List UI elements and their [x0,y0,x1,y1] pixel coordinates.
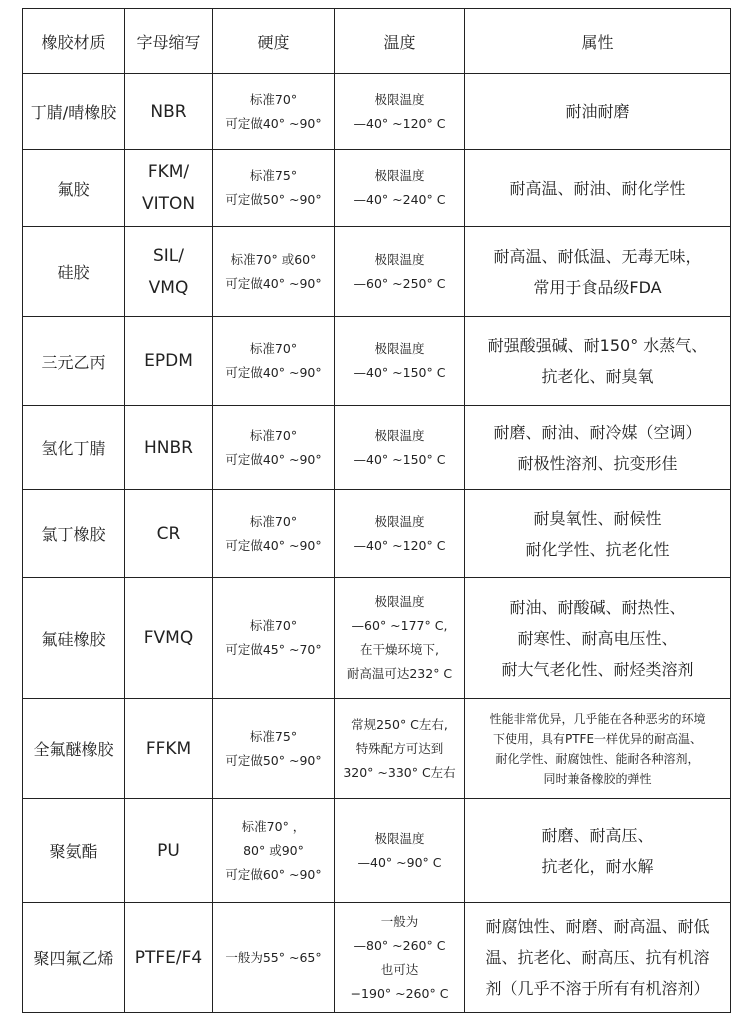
temperature-cell [335,699,465,799]
temperature-cell-line: 极限温度 [374,91,425,107]
properties-cell-line: 性能非常优异，几乎能在各种恶劣的环境 [489,711,706,726]
abbreviation-cell-line: FKM/ [147,162,190,182]
properties-cell-line: 耐臭氧性、耐候性 [533,508,662,528]
temperature-cell-line: 也可达 [380,961,419,977]
hardness-cell-line: 可定做50° ~90° [225,752,322,768]
header-material: 橡胶材质 [23,9,125,74]
properties-cell [465,150,731,227]
abbreviation-cell-line: HNBR [144,437,193,458]
header-temperature: 温度 [335,9,465,74]
properties-cell-line: 耐强酸强碱、耐150° 水蒸气、 [487,336,708,355]
hardness-cell-line: 标准70° [249,618,298,633]
material-name-cell: 氢化丁腈 [23,406,125,490]
header-row [23,9,731,74]
table-row [23,903,731,1013]
abbreviation-cell [125,227,213,317]
hardness-cell-line: 可定做40° ~90° [225,365,322,380]
properties-cell-line: 耐油、耐酸碱、耐热性、 [509,597,686,617]
temperature-cell [335,490,465,578]
abbreviation-cell [125,150,213,227]
properties-cell-line: 耐化学性、抗老化性 [525,539,670,559]
hardness-cell [213,317,335,406]
header-hardness: 硬度 [213,9,335,74]
table-row [23,699,731,799]
temperature-cell-line: —40° ~150° C [353,365,446,380]
properties-cell-line: 同时兼备橡胶的弹性 [543,771,652,786]
properties-cell-line: 常用于食品级FDA [533,277,662,297]
temperature-cell-line: —40° ~240° C [353,192,446,207]
properties-cell [465,578,731,699]
table-row [23,799,731,903]
temperature-cell [335,150,465,227]
temperature-cell-line: 一般为 [380,913,419,929]
table-row [23,150,731,227]
hardness-cell [213,74,335,150]
properties-cell-line: 耐油耐磨 [565,102,630,121]
properties-cell [465,699,731,799]
abbreviation-cell [125,490,213,578]
temperature-cell [335,406,465,490]
header-properties: 属性 [465,9,731,74]
temperature-cell-line: 极限温度 [374,594,425,609]
abbreviation-cell-line: FVMQ [143,628,194,648]
hardness-cell-line: 标准75° [249,168,298,183]
hardness-cell [213,799,335,903]
hardness-cell [213,578,335,699]
table-row [23,406,731,490]
hardness-cell-line: 标准70° [249,91,298,107]
temperature-cell [335,799,465,903]
temperature-cell-line: —60° ~177° C, [351,618,448,633]
abbreviation-cell [125,578,213,699]
hardness-cell-line: 标准70° 或60° [230,251,317,267]
hardness-cell-line: 可定做40° ~90° [225,275,322,291]
properties-cell [465,74,731,150]
abbreviation-cell-line: NBR [150,101,187,122]
abbreviation-cell-line: SIL/ [152,245,184,266]
rubber-materials-table [22,8,731,1013]
hardness-cell [213,406,335,490]
properties-cell-line: 抗老化、耐臭氧 [541,367,654,386]
temperature-cell-line: 常规250° C左右, [351,716,448,732]
hardness-cell-line: 可定做50° ~90° [225,192,322,207]
abbreviation-cell-line: PU [157,840,180,861]
hardness-cell [213,699,335,799]
hardness-cell-line: 80° 或90° [243,842,304,858]
hardness-cell [213,903,335,1013]
properties-cell-line: 耐大气老化性、耐烃类溶剂 [501,659,694,679]
temperature-cell-line: 极限温度 [374,168,425,183]
properties-cell [465,490,731,578]
properties-cell-line: 耐腐蚀性、耐磨、耐高温、耐低 [485,917,710,936]
temperature-cell-line: —60° ~250° C [353,275,446,291]
temperature-cell-line: —40° ~120° C [353,115,446,131]
temperature-cell-line: —40° ~120° C [353,537,446,553]
temperature-cell-line: —40° ~150° C [353,451,446,467]
hardness-cell [213,227,335,317]
hardness-cell-line: 标准70° [249,513,298,529]
temperature-cell-line: —40° ~90° C [357,854,442,870]
hardness-cell-line: 标准70° [249,341,298,356]
properties-cell-line: 耐化学性、耐腐蚀性、能耐各种溶剂， [495,751,700,766]
temperature-cell [335,317,465,406]
temperature-cell-line: —80° ~260° C [353,937,446,953]
material-name-cell: 聚四氟乙烯 [23,903,125,1013]
properties-cell-line: 抗老化，耐水解 [541,856,654,876]
hardness-cell-line: 可定做40° ~90° [225,451,322,467]
table-row [23,490,731,578]
properties-cell-line: 温、抗老化、耐高压、抗有机溶 [485,948,710,967]
hardness-cell-line: 可定做40° ~90° [225,115,322,131]
abbreviation-cell [125,406,213,490]
properties-cell-line: 耐磨、耐高压、 [541,825,654,845]
material-name-cell: 三元乙丙 [23,317,125,406]
table-row [23,227,731,317]
abbreviation-cell [125,699,213,799]
material-name-cell: 氟胶 [23,150,125,227]
properties-cell-line: 下使用，具有PTFE一样优异的耐高温、 [492,731,703,746]
abbreviation-cell-line: PTFE/F4 [134,947,203,968]
material-name-cell: 氯丁橡胶 [23,490,125,578]
header-abbreviation: 字母缩写 [125,9,213,74]
temperature-cell [335,227,465,317]
material-name-cell: 丁腈/晴橡胶 [23,74,125,150]
abbreviation-cell-line: EPDM [144,351,193,371]
properties-cell-line: 耐磨、耐油、耐冷媒（空调） [493,422,702,442]
temperature-cell-line: 耐高温可达232° C [346,666,453,681]
abbreviation-cell-line: CR [156,523,181,544]
properties-cell-line: 耐高温、耐低温、无毒无味， [493,246,702,266]
hardness-cell-line: 一般为55° ~65° [225,949,322,965]
table-row [23,578,731,699]
table-row [23,74,731,150]
abbreviation-cell [125,903,213,1013]
hardness-cell [213,490,335,578]
abbreviation-cell-line: VMQ [148,277,189,298]
temperature-cell-line: 极限温度 [374,341,425,356]
material-name-cell: 全氟醚橡胶 [23,699,125,799]
material-name-cell: 聚氨酯 [23,799,125,903]
table-row [23,317,731,406]
temperature-cell-line: 特殊配方可达到 [355,740,444,756]
abbreviation-cell [125,799,213,903]
temperature-cell [335,578,465,699]
hardness-cell-line: 可定做45° ~70° [225,642,322,657]
properties-cell-line: 耐高温、耐油、耐化学性 [509,178,686,198]
material-name-cell: 硅胶 [23,227,125,317]
temperature-cell-line: 极限温度 [374,830,425,846]
temperature-cell-line: 320° ~330° C左右 [343,764,456,780]
hardness-cell-line: 可定做60° ~90° [225,866,322,882]
properties-cell [465,406,731,490]
properties-cell [465,799,731,903]
temperature-cell-line: −190° ~260° C [350,985,449,1001]
temperature-cell-line: 极限温度 [374,251,425,267]
temperature-cell [335,74,465,150]
hardness-cell [213,150,335,227]
properties-cell-line: 耐极性溶剂、抗变形佳 [517,453,678,473]
hardness-cell-line: 可定做40° ~90° [225,537,322,553]
properties-cell-line: 剂（几乎不溶于所有有机溶剂） [485,979,710,998]
temperature-cell [335,903,465,1013]
hardness-cell-line: 标准75° [249,728,298,744]
hardness-cell-line: 标准70° [249,427,298,443]
properties-cell-line: 耐寒性、耐高电压性、 [517,628,678,648]
abbreviation-cell [125,317,213,406]
properties-cell [465,903,731,1013]
hardness-cell-line: 标准70° ， [241,818,306,834]
properties-cell [465,227,731,317]
temperature-cell-line: 在干燥环境下, [360,642,439,657]
properties-cell [465,317,731,406]
abbreviation-cell-line: FFKM [145,738,192,759]
abbreviation-cell-line: VITON [141,194,196,214]
material-name-cell: 氟硅橡胶 [23,578,125,699]
temperature-cell-line: 极限温度 [374,427,425,443]
abbreviation-cell [125,74,213,150]
temperature-cell-line: 极限温度 [374,513,425,529]
